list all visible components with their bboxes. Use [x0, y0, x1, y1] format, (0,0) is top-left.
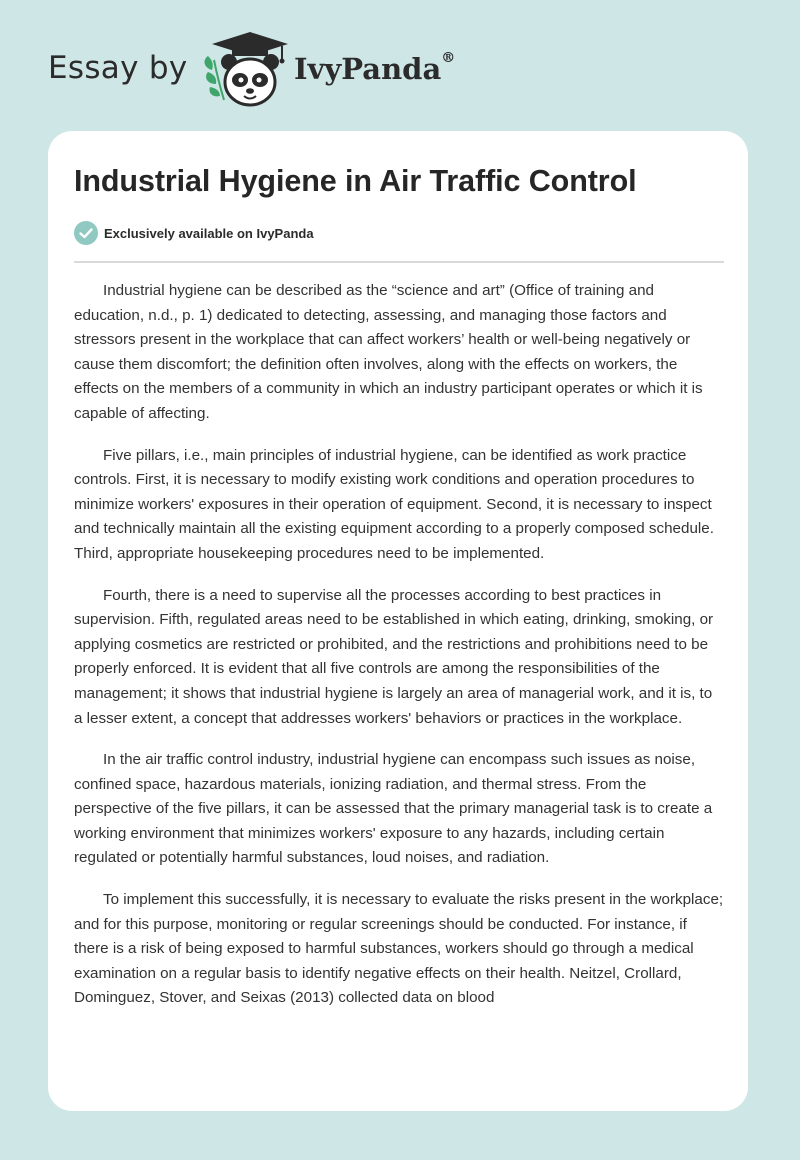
site-header — [48, 30, 748, 110]
check-circle-icon — [74, 221, 98, 245]
paragraph: In the air traffic control industry, industrial hygiene can encompass such issues as noise, confined space, hazardous materials, ionizing radiation, and thermal stress. From the perspective of the five pillars, it can be assessed that the primary managerial task is to create a working environment that minimizes workers' exposure to any hazards, including certain regulated or potentially harmful substances, loud noises, and radiation. — [74, 751, 713, 867]
panda-graduate-icon[interactable] — [198, 30, 294, 110]
brand-logo-text[interactable]: IvyPanda® — [294, 50, 456, 86]
paragraph: Industrial hygiene can be described as the “science and art” (Office of training and education, n.d., p. 1) dedicated to detecting, assessing, and managing those factors and stressors present in the workplace that can affect workers’ health or well-being negatively or cause them discomfort; the definition often involves, along with the effects on workers, the effects on the members of a community in which an industry participant operates or which it is capable of affecting. — [74, 282, 703, 422]
essay-by-label: Essay by — [48, 50, 188, 86]
essay-body — [74, 279, 724, 1028]
badge-label: Exclusively available on IvyPanda — [104, 225, 314, 241]
paragraph: To implement this successfully, it is necessary to evaluate the risks present in the workplace; and for this purpose, monitoring or regular screenings should be conducted. For instance, if there is a risk of being exposed to harmful substances, workers should go through a medical examination on a regular basis to identify negative effects on their health. Neitzel, Crollard, Dominguez, Stover, and Seixas (2013) collected data on blood — [74, 891, 724, 1007]
exclusive-badge — [74, 221, 314, 245]
essay-card — [48, 131, 748, 1111]
paragraph: Five pillars, i.e., main principles of industrial hygiene, can be identified as work practice controls. First, it is necessary to modify existing work conditions and operation procedures to minimize workers' exposures in their operation of equipment. Second, it is necessary to inspect and technically maintain all the existing equipment according to a properly composed schedule. Third, appropriate housekeeping procedures need to be implemented. — [74, 446, 714, 562]
page-title: Industrial Hygiene in Air Traffic Control — [74, 164, 637, 198]
divider — [74, 261, 724, 263]
paragraph: Fourth, there is a need to supervise all the processes according to best practices in supervision. Fifth, regulated areas need to be established in which eating, drinking, smoking, or applying cosmetics are restricted or prohibited, and the restrictions and prohibitions need to be properly enforced. It is evident that all five controls are among the responsibilities of the management; it shows that industrial hygiene is largely an area of managerial work, and it is, to a lesser extent, a concept that addresses workers' behaviors or practices in the workplace. — [74, 586, 714, 727]
